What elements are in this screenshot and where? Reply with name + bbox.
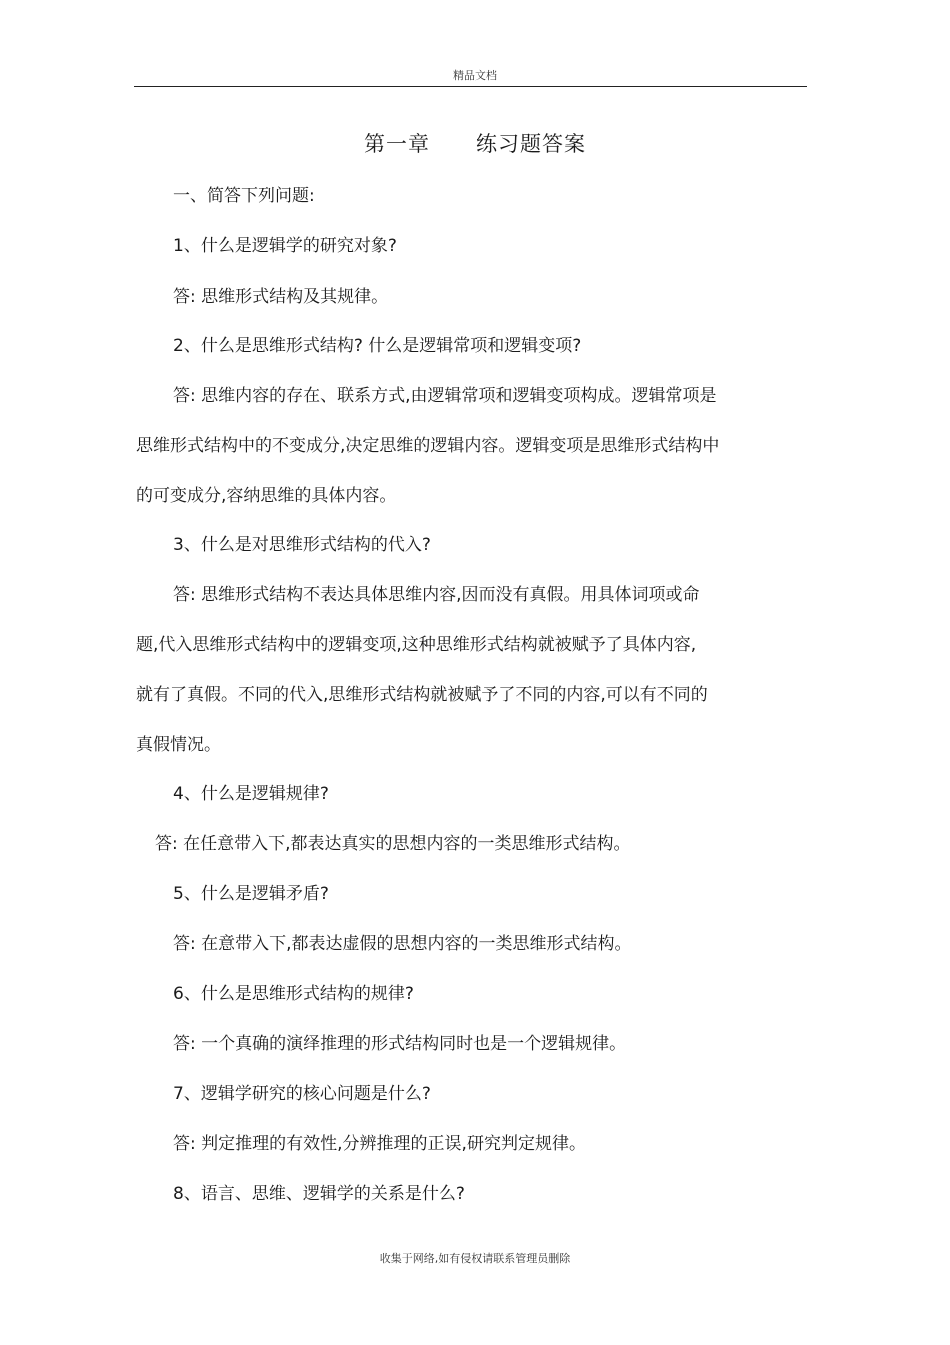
answer-3-line-4: 真假情况。 — [136, 735, 221, 755]
header-divider — [134, 86, 807, 87]
answer-3-line-1: 答: 思维形式结构不表达具体思维内容,因而没有真假。用具体词项或命 — [173, 585, 700, 605]
answer-2-line-3: 的可变成分,容纳思维的具体内容。 — [136, 486, 397, 506]
question-3: 3、什么是对思维形式结构的代入? — [173, 535, 431, 555]
answer-6: 答: 一个真确的演绎推理的形式结构同时也是一个逻辑规律。 — [173, 1034, 627, 1054]
answer-3-line-2: 题,代入思维形式结构中的逻辑变项,这种思维形式结构就被赋予了具体内容, — [136, 635, 697, 655]
question-4: 4、什么是逻辑规律? — [173, 784, 329, 804]
section-heading: 一、简答下列问题: — [173, 186, 315, 206]
question-7: 7、逻辑学研究的核心问题是什么? — [173, 1084, 431, 1104]
page-header: 精品文档 — [453, 69, 497, 82]
answer-7: 答: 判定推理的有效性,分辨推理的正误,研究判定规律。 — [173, 1134, 586, 1154]
question-6: 6、什么是思维形式结构的规律? — [173, 984, 414, 1004]
question-1: 1、什么是逻辑学的研究对象? — [173, 236, 397, 256]
answer-4: 答: 在任意带入下,都表达真实的思想内容的一类思维形式结构。 — [155, 834, 631, 854]
question-5: 5、什么是逻辑矛盾? — [173, 884, 329, 904]
answer-5: 答: 在意带入下,都表达虚假的思想内容的一类思维形式结构。 — [173, 934, 632, 954]
page-footer: 收集于网络,如有侵权请联系管理员删除 — [379, 1252, 571, 1265]
chapter-title: 第一章 练习题答案 — [363, 132, 587, 156]
answer-2-line-1: 答: 思维内容的存在、联系方式,由逻辑常项和逻辑变项构成。逻辑常项是 — [173, 386, 717, 406]
answer-1: 答: 思维形式结构及其规律。 — [173, 287, 389, 307]
answer-2-line-2: 思维形式结构中的不变成分,决定思维的逻辑内容。逻辑变项是思维形式结构中 — [136, 436, 720, 456]
question-2: 2、什么是思维形式结构? 什么是逻辑常项和逻辑变项? — [173, 336, 582, 356]
question-8: 8、语言、思维、逻辑学的关系是什么? — [173, 1184, 465, 1204]
answer-3-line-3: 就有了真假。不同的代入,思维形式结构就被赋予了不同的内容,可以有不同的 — [136, 685, 708, 705]
